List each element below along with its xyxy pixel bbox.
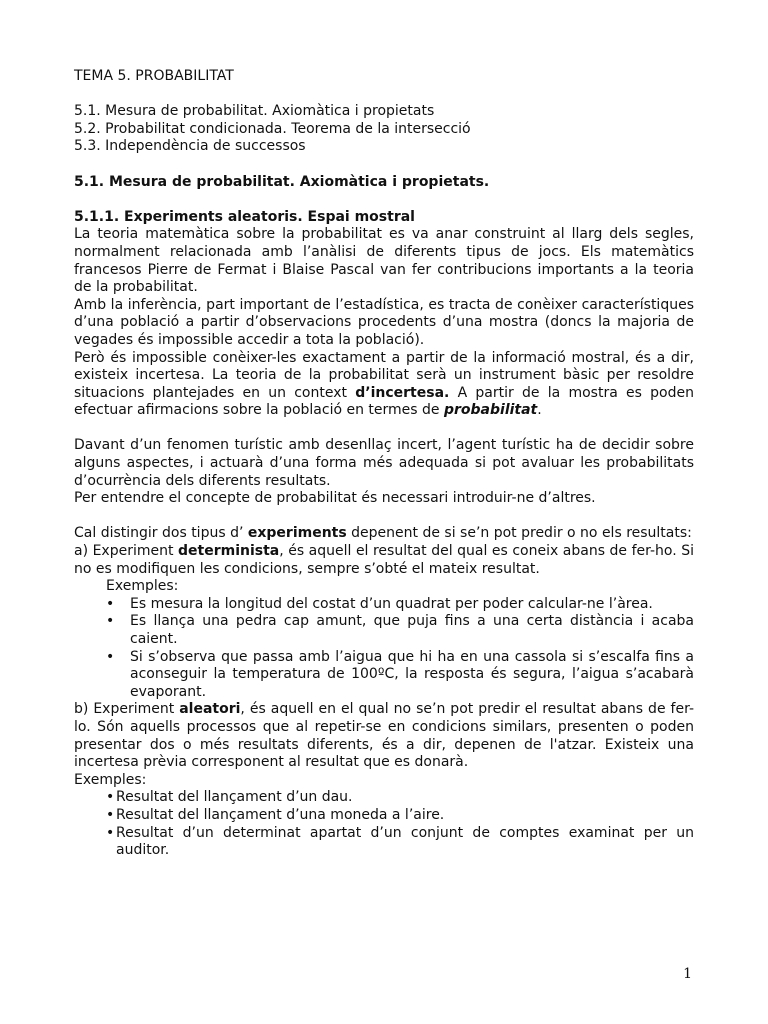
- list-item: • Resultat d’un determinat apartat d’un conjunt de comptes examinat per un auditor.: [106, 824, 694, 859]
- list-item: • Resultat del llançament d’un dau.: [106, 789, 353, 806]
- document-title: TEMA 5. PROBABILITAT: [74, 68, 234, 84]
- toc-item: 5.3. Independència de successos: [74, 138, 306, 155]
- subsection-heading: 5.1.1. Experiments aleatoris. Espai mostral: [74, 208, 415, 225]
- table-of-contents: [74, 103, 694, 156]
- bullet-icon: •: [106, 789, 115, 806]
- list-item: • Es llança una pedra cap amunt, que puja fins a una certa distància i acaba caient.: [106, 613, 694, 647]
- examples-label: Exemples:: [106, 578, 179, 595]
- list-item: • Si s’observa que passa amb l’aigua que hi ha en una cassola si s’escalfa fins a aconseguir la temperatura de 100ºC, la resposta és segura, l’aigua s’acabarà evaporant.: [106, 648, 694, 700]
- examples-list-random: [74, 789, 694, 859]
- paragraph: Per entendre el concepte de probabilitat és necessari introduir-ne d’altres.: [74, 490, 596, 507]
- bullet-icon: •: [106, 595, 115, 612]
- page-number: 1: [683, 966, 692, 982]
- examples-label: Exemples:: [74, 771, 147, 788]
- list-item: • Resultat del llançament d’una moneda a l’aire.: [106, 806, 445, 823]
- document-body: [74, 68, 694, 860]
- paragraph: Davant d’un fenomen turístic amb desenllaç incert, l’agent turístic ha de decidir sobre alguns aspectes, i actuarà d’una forma més adequada si pot avaluar les probabilitats d’ocurrència dels diferents resultats.: [74, 437, 694, 489]
- deterministic-definition: a) Experiment determinista, és aquell el resultat del qual es coneix abans de fer-ho. Si no es modifiquen les condicions, sempre s’obté el mateix resultat.: [74, 543, 694, 577]
- paragraph: Però és impossible conèixer-les exactament a partir de la informació mostral, és a dir, existeix incertesa. La teoria de la probabilitat serà un instrument bàsic per resoldre situacions plantejades en un context d’incertesa. A partir de la mostra es poden efectuar afirmacions sobre la població en termes de probabilitat.: [74, 349, 694, 419]
- section-heading: 5.1. Mesura de probabilitat. Axiomàtica i propietats.: [74, 173, 490, 190]
- bullet-icon: •: [106, 806, 115, 823]
- paragraph: La teoria matemàtica sobre la probabilitat es va anar construint al llarg dels segles, normalment relacionada amb l’anàlisi de diferents tipus de jocs. Els matemàtics francesos Pierre de Fermat i Blaise Pascal van fer contribucions importants a la teoria de la probabilitat.: [74, 226, 694, 296]
- random-definition: b) Experiment aleatori, és aquell en el qual no se’n pot predir el resultat abans de fer-lo. Són aquells processos que al repetir-se en condicions similars, presenten o poden presentar dos o més resultats diferents, és a dir, depenen de l'atzar. Existeix una incertesa prèvia corresponent al resultat que es donarà.: [74, 701, 694, 771]
- bullet-icon: •: [106, 613, 115, 630]
- paragraph: Cal distingir dos tipus d’ experiments depenent de si se’n pot predir o no els resultats:: [74, 525, 692, 542]
- examples-list-deterministic: [74, 596, 694, 702]
- toc-item: 5.2. Probabilitat condicionada. Teorema de la intersecció: [74, 120, 471, 137]
- paragraph: Amb la inferència, part important de l’estadística, es tracta de conèixer característiques d’una població a partir d’observacions procedents d’una mostra (doncs la majoria de vegades és impossible accedir a tota la població).: [74, 296, 694, 348]
- bullet-icon: •: [106, 648, 115, 665]
- list-item: • Es mesura la longitud del costat d’un quadrat per poder calcular-ne l’àrea.: [106, 595, 653, 612]
- bullet-icon: •: [106, 824, 115, 841]
- toc-item: 5.1. Mesura de probabilitat. Axiomàtica i propietats: [74, 103, 435, 120]
